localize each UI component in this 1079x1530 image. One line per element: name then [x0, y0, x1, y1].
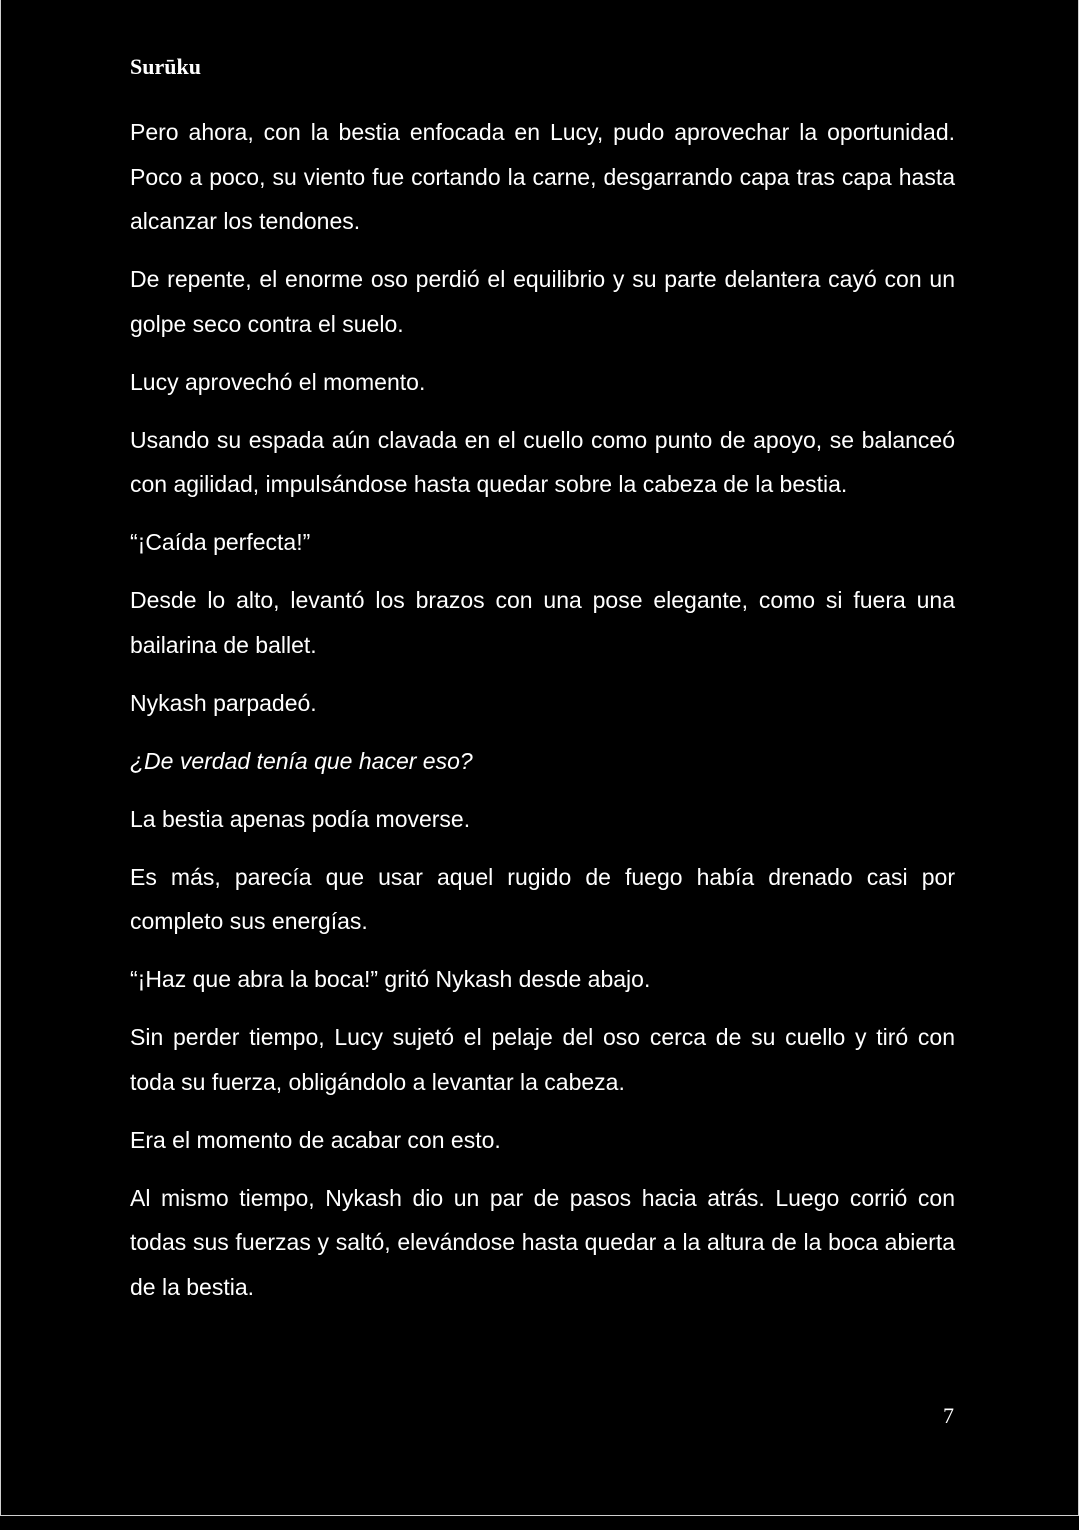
paragraph: Sin perder tiempo, Lucy sujetó el pelaje del oso cerca de su cuello y tiró con toda su fuerza, obligándolo a levantar la cabeza.: [130, 1024, 955, 1095]
paragraph: “¡Caída perfecta!”: [130, 529, 311, 555]
paragraph: Desde lo alto, levantó los brazos con una pose elegante, como si fuera una bailarina de ballet.: [130, 587, 955, 658]
paragraph: Lucy aprovechó el momento.: [130, 368, 426, 395]
paragraph: Era el momento de acabar con esto.: [130, 1126, 501, 1153]
paragraph: “¡Haz que abra la boca!” gritó Nykash desde abajo.: [130, 966, 651, 992]
paragraph: La bestia apenas podía moverse.: [130, 805, 471, 832]
paragraph-italic-thought: ¿De verdad tenía que hacer eso?: [130, 747, 473, 774]
paragraph: Pero ahora, con la bestia enfocada en Lucy, pudo aprovechar la oportunidad. Poco a poco, su viento fue cortando la carne, desgarrando capa tras capa hasta alcanzar los tendones.: [130, 119, 955, 234]
paragraph: Nykash parpadeó.: [130, 689, 317, 716]
paragraph: De repente, el enorme oso perdió el equilibrio y su parte delantera cayó con un golpe seco contra el suelo.: [130, 266, 955, 337]
page-number: 7: [943, 1403, 954, 1428]
paragraph: Es más, parecía que usar aquel rugido de fuego había drenado casi por completo sus energías.: [130, 863, 955, 934]
paragraph: Usando su espada aún clavada en el cuello como punto de apoyo, se balanceó con agilidad, impulsándose hasta quedar sobre la cabeza de la bestia.: [130, 426, 955, 497]
paragraph: Al mismo tiempo, Nykash dio un par de pasos hacia atrás. Luego corrió con todas sus fuerzas y saltó, elevándose hasta quedar a la altura de la boca abierta de la bestia.: [130, 1184, 955, 1300]
body-text: [130, 110, 955, 1323]
running-header: Surūku: [130, 54, 201, 79]
